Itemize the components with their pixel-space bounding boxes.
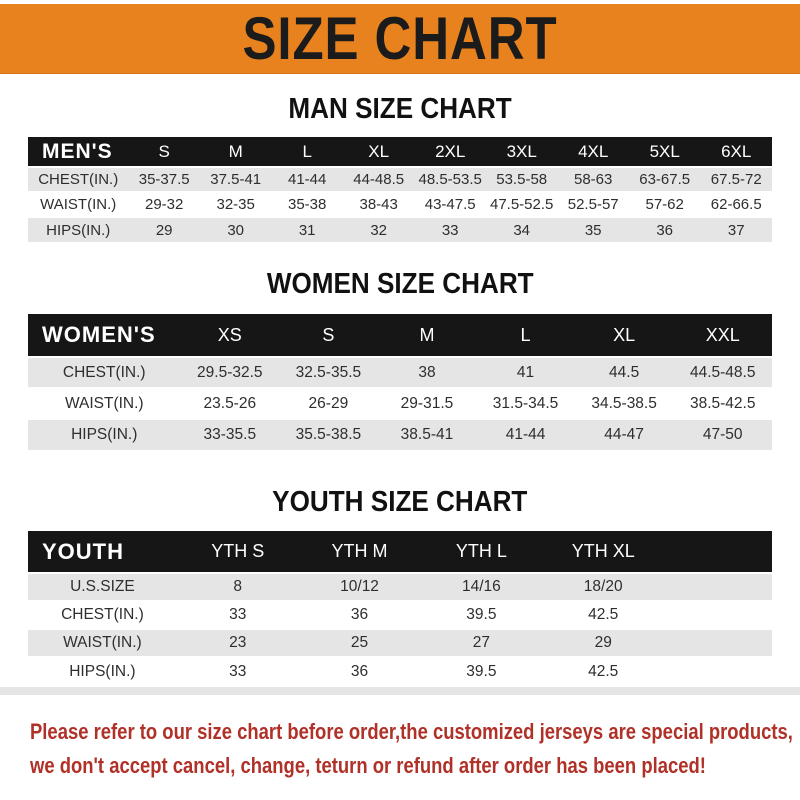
size-column-header: XL <box>575 314 674 357</box>
size-table <box>28 531 772 685</box>
size-cell: 26-29 <box>279 388 378 419</box>
header-row <box>28 137 772 167</box>
size-cell: 67.5-72 <box>700 167 772 192</box>
row-label: WAIST(IN.) <box>28 388 181 419</box>
size-column-header: L <box>476 314 575 357</box>
row-label: WAIST(IN.) <box>28 629 177 657</box>
size-cell: 35-37.5 <box>128 167 200 192</box>
size-cell: 62-66.5 <box>700 192 772 217</box>
table-row <box>28 357 772 388</box>
disclaimer-line-2: we don't accept cancel, change, teturn or refund after order has been placed! <box>30 753 706 778</box>
size-cell: 42.5 <box>542 657 664 685</box>
size-cell: 8 <box>177 573 299 601</box>
table-row <box>28 217 772 242</box>
size-cell: 27 <box>420 629 542 657</box>
size-cell: 29-31.5 <box>378 388 477 419</box>
size-cell: 57-62 <box>629 192 701 217</box>
size-cell: 33 <box>177 657 299 685</box>
row-label: CHEST(IN.) <box>28 357 181 388</box>
table-row <box>28 657 772 685</box>
spacer-cell <box>664 531 772 573</box>
size-cell: 31 <box>271 217 343 242</box>
size-cell: 44.5 <box>575 357 674 388</box>
row-label: CHEST(IN.) <box>28 601 177 629</box>
table-row <box>28 388 772 419</box>
youth-size-table <box>28 531 772 685</box>
size-cell: 38 <box>378 357 477 388</box>
size-cell: 47.5-52.5 <box>486 192 558 217</box>
size-column-header: 6XL <box>700 137 772 167</box>
size-cell: 41-44 <box>476 419 575 450</box>
row-label: WAIST(IN.) <box>28 192 128 217</box>
size-cell: 14/16 <box>420 573 542 601</box>
size-cell: 29 <box>542 629 664 657</box>
row-label: CHEST(IN.) <box>28 167 128 192</box>
size-cell: 37.5-41 <box>200 167 272 192</box>
youth-size-section <box>0 486 800 695</box>
size-cell: 41-44 <box>271 167 343 192</box>
size-cell: 35.5-38.5 <box>279 419 378 450</box>
men-size-section <box>0 93 800 242</box>
spacer-cell <box>664 657 772 685</box>
size-column-header: S <box>279 314 378 357</box>
size-cell: 38-43 <box>343 192 415 217</box>
size-column-header: XXL <box>673 314 772 357</box>
size-cell: 38.5-41 <box>378 419 477 450</box>
men-section-title: MAN SIZE CHART <box>288 93 512 125</box>
size-column-header: M <box>378 314 477 357</box>
size-column-header: 2XL <box>414 137 486 167</box>
size-table <box>28 137 772 242</box>
size-column-header: 4XL <box>557 137 629 167</box>
youth-section-title: YOUTH SIZE CHART <box>272 486 528 518</box>
spacer-cell <box>664 629 772 657</box>
table-row <box>28 601 772 629</box>
size-column-header: YTH S <box>177 531 299 573</box>
size-cell: 33 <box>177 601 299 629</box>
size-table <box>28 314 772 450</box>
size-cell: 44.5-48.5 <box>673 357 772 388</box>
size-cell: 18/20 <box>542 573 664 601</box>
row-label: HIPS(IN.) <box>28 419 181 450</box>
row-label: HIPS(IN.) <box>28 217 128 242</box>
size-column-header: 5XL <box>629 137 701 167</box>
size-cell: 35-38 <box>271 192 343 217</box>
size-column-header: S <box>128 137 200 167</box>
size-cell: 42.5 <box>542 601 664 629</box>
size-cell: 25 <box>299 629 421 657</box>
size-cell: 31.5-34.5 <box>476 388 575 419</box>
men-size-table <box>28 137 772 242</box>
size-cell: 32-35 <box>200 192 272 217</box>
size-column-header: 3XL <box>486 137 558 167</box>
women-size-table <box>28 314 772 450</box>
size-cell: 33 <box>414 217 486 242</box>
size-cell: 44-48.5 <box>343 167 415 192</box>
banner-title: SIZE CHART <box>242 4 558 73</box>
disclaimer-text <box>30 716 800 784</box>
table-row <box>28 419 772 450</box>
size-cell: 30 <box>200 217 272 242</box>
size-cell: 58-63 <box>557 167 629 192</box>
size-chart-banner <box>0 4 800 74</box>
size-column-header: YTH XL <box>542 531 664 573</box>
table-group-label: YOUTH <box>28 531 177 573</box>
table-row <box>28 192 772 217</box>
table-bottom-strip <box>0 687 800 695</box>
size-cell: 29-32 <box>128 192 200 217</box>
size-column-header: YTH M <box>299 531 421 573</box>
women-section-title: WOMEN SIZE CHART <box>266 268 534 300</box>
size-cell: 29.5-32.5 <box>181 357 280 388</box>
size-cell: 36 <box>629 217 701 242</box>
size-column-header: XS <box>181 314 280 357</box>
size-cell: 48.5-53.5 <box>414 167 486 192</box>
size-cell: 32.5-35.5 <box>279 357 378 388</box>
size-cell: 47-50 <box>673 419 772 450</box>
row-label: U.S.SIZE <box>28 573 177 601</box>
table-group-label: MEN'S <box>28 137 128 167</box>
size-column-header: XL <box>343 137 415 167</box>
header-row <box>28 314 772 357</box>
size-cell: 29 <box>128 217 200 242</box>
size-cell: 34.5-38.5 <box>575 388 674 419</box>
header-row <box>28 531 772 573</box>
size-cell: 39.5 <box>420 601 542 629</box>
size-cell: 39.5 <box>420 657 542 685</box>
size-cell: 37 <box>700 217 772 242</box>
size-cell: 53.5-58 <box>486 167 558 192</box>
size-cell: 38.5-42.5 <box>673 388 772 419</box>
size-cell: 33-35.5 <box>181 419 280 450</box>
size-cell: 63-67.5 <box>629 167 701 192</box>
disclaimer-line-1: Please refer to our size chart before order,the customized jerseys are special products, <box>30 719 793 744</box>
size-cell: 34 <box>486 217 558 242</box>
size-cell: 36 <box>299 657 421 685</box>
size-cell: 10/12 <box>299 573 421 601</box>
table-row <box>28 167 772 192</box>
table-row <box>28 573 772 601</box>
size-cell: 41 <box>476 357 575 388</box>
table-group-label: WOMEN'S <box>28 314 181 357</box>
spacer-cell <box>664 601 772 629</box>
spacer-cell <box>664 573 772 601</box>
size-cell: 23.5-26 <box>181 388 280 419</box>
size-cell: 36 <box>299 601 421 629</box>
row-label: HIPS(IN.) <box>28 657 177 685</box>
table-row <box>28 629 772 657</box>
size-cell: 32 <box>343 217 415 242</box>
size-cell: 35 <box>557 217 629 242</box>
size-column-header: L <box>271 137 343 167</box>
size-cell: 52.5-57 <box>557 192 629 217</box>
size-column-header: M <box>200 137 272 167</box>
size-cell: 23 <box>177 629 299 657</box>
size-column-header: YTH L <box>420 531 542 573</box>
women-size-section <box>0 268 800 450</box>
size-cell: 43-47.5 <box>414 192 486 217</box>
size-cell: 44-47 <box>575 419 674 450</box>
